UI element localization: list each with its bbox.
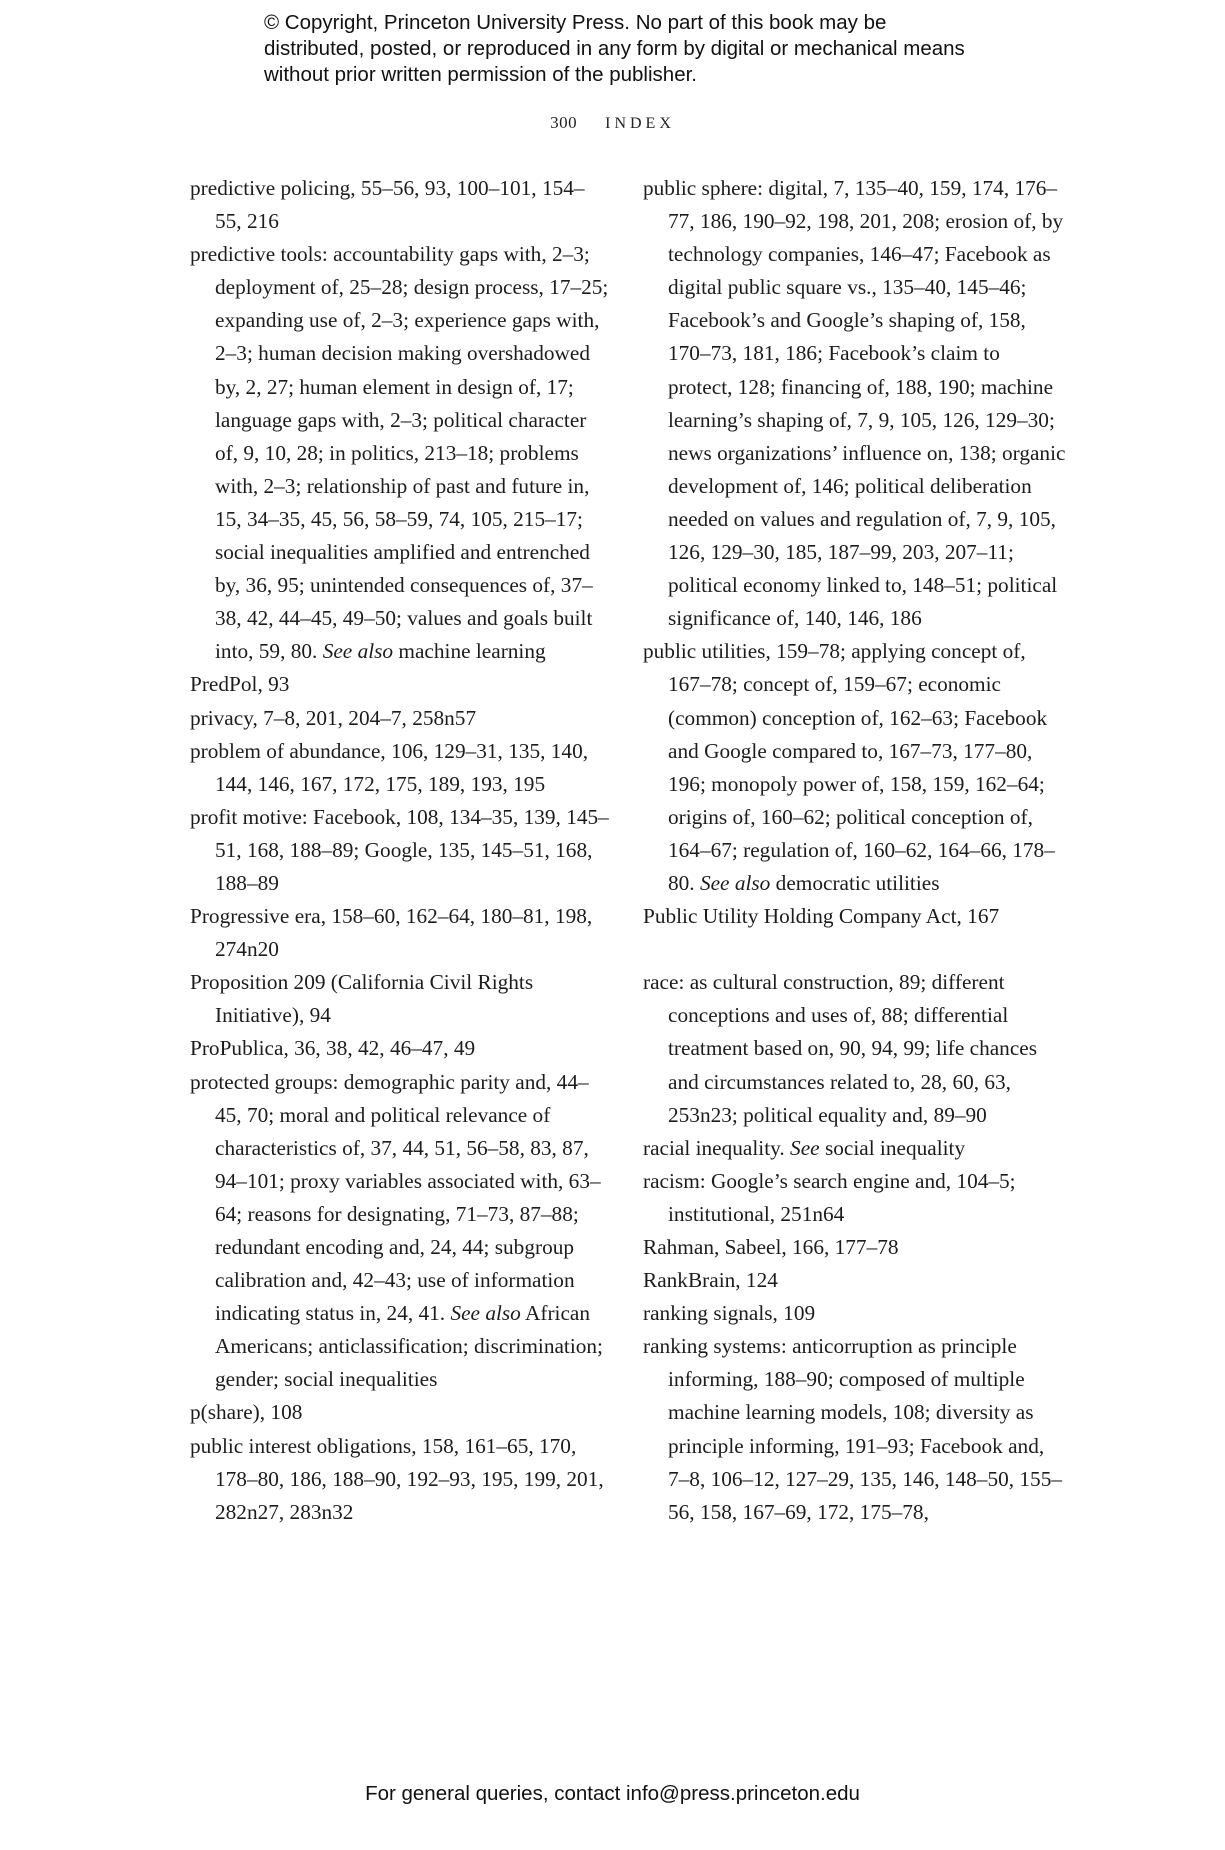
index-entry: privacy, 7–8, 201, 204–7, 258n57: [190, 705, 477, 730]
contact-footer: For general queries, contact info@press.princeton.edu: [365, 1782, 860, 1805]
index-entry: problem of abundance, 106, 129–31, 135, 140, 144, 146, 167, 172, 175, 189, 193, 195: [190, 738, 589, 796]
cross-reference: social inequality: [824, 1135, 966, 1160]
index-column-left: [190, 172, 610, 1529]
index-entry: Proposition 209 (California Civil Rights Initiative), 94: [190, 970, 534, 1028]
see-label: See: [790, 1135, 820, 1160]
index-entry: Rahman, Sabeel, 166, 177–78: [643, 1235, 899, 1259]
index-entry: p(share), 108: [190, 1400, 303, 1425]
see-also-label: See also: [450, 1301, 521, 1326]
copyright-notice: © Copyright, Princeton University Press. No part of this book may be distributed, posted, or reproduced in any form by digital or mechanical means without prior written permission of the publisher.: [264, 11, 965, 86]
index-entry: public sphere: digital, 7, 135–40, 159, 174, 176–77, 186, 190–92, 198, 201, 208; erosion of, by technology companies, 146–47; Facebook as digital public square vs., 135–40, 145–46; Facebook’s and Google’s shaping of, 158, 170–73, 181, 186; Facebook’s claim to protect, 128; financing of, 188, 190; machine learning’s shaping of, 7, 9, 105, 126, 129–30; news organizations’ influence on, 138; organic development of, 146; political deliberation needed on values and regulation of, 7, 9, 105, 126, 129–30, 185, 187–99, 203, 207–11; political economy linked to, 148–51; political significance of, 140, 146, 186: [643, 176, 1066, 631]
index-entry: race: as cultural construction, 89; different conceptions and uses of, 88; differential treatment based on, 90, 94, 99; life chances and circumstances related to, 28, 60, 63, 253n23; political equality and, 89–90: [643, 970, 1038, 1127]
index-entry: RankBrain, 124: [643, 1268, 778, 1293]
running-head: [0, 113, 1225, 133]
section-title: INDEX: [605, 115, 675, 132]
index-column-right: [643, 172, 1068, 1529]
see-also-label: See also: [699, 870, 771, 895]
index-entry: Public Utility Holding Company Act, 167: [643, 904, 1000, 929]
index-entry: public interest obligations, 158, 161–65, 170, 178–80, 186, 188–90, 192–93, 195, 199, 201, 282n27, 283n32: [190, 1433, 604, 1524]
see-also-label: See also: [322, 639, 394, 664]
index-entry: ranking systems: anticorruption as principle informing, 188–90; composed of multiple machine learning models, 108; diversity as principle informing, 191–93; Facebook and, 7–8, 106–12, 127–29, 135, 146, 148–50, 155–56, 158, 167–69, 172, 175–78,: [643, 1334, 1062, 1524]
index-entry: Progressive era, 158–60, 162–64, 180–81, 198, 274n20: [190, 904, 593, 962]
index-entry: racial inequality. See social inequality: [643, 1135, 966, 1160]
letter-group-divider: [643, 933, 1068, 966]
page-number: 300: [550, 113, 578, 132]
index-entry: PredPol, 93: [190, 672, 290, 697]
index-entry: protected groups: demographic parity and, 44–45, 70; moral and political relevance of characteristics of, 37, 44, 51, 56–58, 83, 87, 94–101; proxy variables associated with, 63–64; reasons for designating, 71–73, 87–88; redundant encoding and, 24, 44; subgroup calibration and, 42–43; use of information indicating status in, 24, 41. See also African Americans; anticlassification; discrimination; gender; social inequalities: [190, 1069, 603, 1392]
index-entry: predictive tools: accountability gaps with, 2–3; deployment of, 25–28; design process, 17–25; expanding use of, 2–3; experience gaps with, 2–3; human decision making overshadowed by, 2, 27; human element in design of, 17; language gaps with, 2–3; political character of, 9, 10, 28; in politics, 213–18; problems with, 2–3; relationship of past and future in, 15, 34–35, 45, 56, 58–59, 74, 105, 215–17; social inequalities amplified and entrenched by, 36, 95; unintended consequences of, 37–38, 42, 44–45, 49–50; values and goals built into, 59, 80. See also machine learning: [190, 242, 609, 664]
index-entry: predictive policing, 55–56, 93, 100–101, 154–55, 216: [190, 176, 585, 234]
index-entry: ProPublica, 36, 38, 42, 46–47, 49: [190, 1036, 476, 1061]
index-entry: ranking signals, 109: [643, 1301, 816, 1326]
index-entry: public utilities, 159–78; applying concept of, 167–78; concept of, 159–67; economic (common) conception of, 162–63; Facebook and Google compared to, 167–73, 177–80, 196; monopoly power of, 158, 159, 162–64; origins of, 160–62; political conception of, 164–67; regulation of, 160–62, 164–66, 178–80. See also democratic utilities: [643, 639, 1055, 895]
index-entry: profit motive: Facebook, 108, 134–35, 139, 145–51, 168, 188–89; Google, 135, 145–51, 168, 188–89: [190, 804, 609, 895]
cross-reference: democratic utilities: [775, 870, 940, 895]
index-entry: racism: Google’s search engine and, 104–5; institutional, 251n64: [643, 1168, 1016, 1226]
cross-reference: machine learning: [398, 639, 546, 664]
cross-reference: African Americans; anticlassification; discrimination; gender; social inequalities: [215, 1301, 603, 1392]
